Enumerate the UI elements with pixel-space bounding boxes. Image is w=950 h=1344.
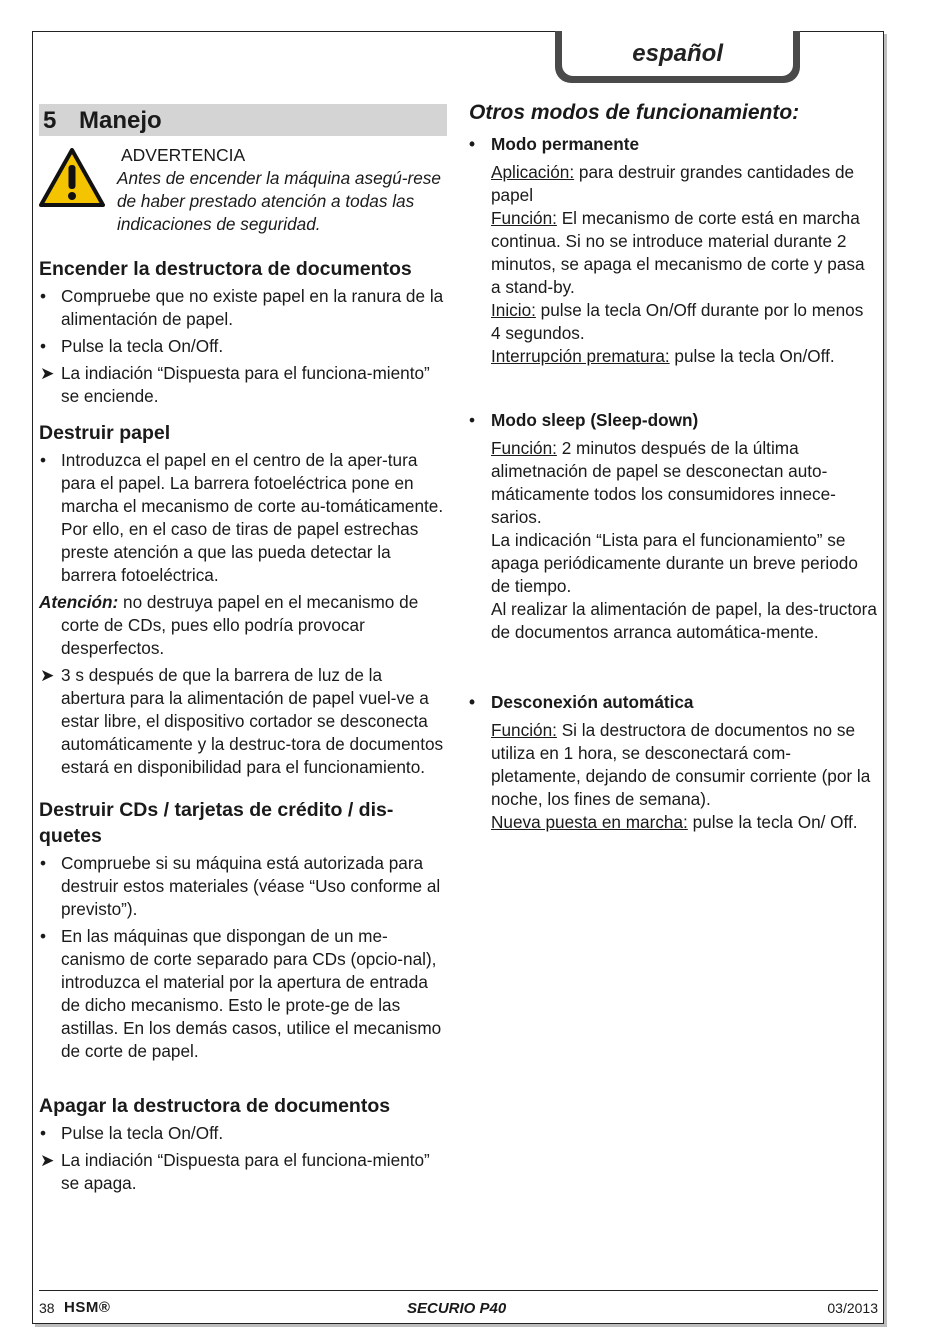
list-item [39, 449, 447, 587]
function-label: Función: [491, 208, 557, 228]
list-item-text: La indiación “Dispuesta para el funciona-miento” se enciende. [61, 363, 430, 406]
arrow-marker-icon: ➤ [40, 1150, 55, 1170]
mode-sleep [469, 409, 877, 644]
bullet-marker: • [40, 336, 47, 356]
switch-off-list [39, 1122, 447, 1195]
list-item [39, 852, 447, 921]
list-item [39, 285, 447, 331]
destroy-paper-result [39, 664, 447, 779]
start-text: pulse la tecla On/Off durante por lo menos 4 segundos. [491, 300, 864, 343]
bullet-marker: • [469, 410, 476, 430]
mode-auto-off [469, 691, 877, 834]
restart-paragraph [491, 811, 877, 834]
application-text: para destruir grandes cantidades de papel [491, 162, 855, 205]
destroy-cds-heading: Destruir CDs / tarjetas de crédito / dis-quetes [39, 799, 394, 847]
attention-label: Atención: [39, 592, 119, 612]
mode-permanent [469, 133, 877, 368]
application-paragraph [491, 161, 877, 207]
section-title: Manejo [79, 106, 162, 134]
list-item-text: Introduzca el papel en el centro de la aper-tura para el papel. La barrera fotoeléctrica pone en marcha el mecanismo de corte au-tomáticamente. Por ello, en el caso de tiras de papel estrechas preste atención a que las pueda detectar la barrera fotoeléctrica. [61, 450, 444, 585]
bullet-marker: • [40, 1123, 47, 1143]
destroy-cds-list [39, 852, 447, 1063]
function-text: Si la destructora de documentos no se utiliza en 1 hora, se desconectará com-pletamente, dejando de consumir corriente (por la noche, los fines de semana). [491, 720, 871, 809]
bullet-marker: • [469, 692, 476, 712]
page-number: 38 [39, 1300, 55, 1316]
bullet-marker: • [40, 286, 47, 306]
function-paragraph [491, 207, 877, 299]
destroy-paper-list [39, 449, 447, 587]
restart-text: pulse la tecla On/ Off. [687, 812, 858, 832]
function-text: 2 minutos después de la última alimetnación de papel se desconectan auto-máticamente todos los consumidores innece-sarios. [491, 438, 836, 527]
destroy-paper-heading: Destruir papel [39, 422, 171, 444]
start-paragraph [491, 299, 877, 345]
bullet-marker: • [469, 134, 476, 154]
switch-on-heading: Encender la destructora de documentos [39, 258, 412, 280]
function-paragraph [491, 719, 877, 811]
arrow-marker-icon: ➤ [40, 363, 55, 383]
switch-on-list [39, 285, 447, 408]
indication-paragraph: La indicación “Lista para el funcionamiento” se apaga periódicamente durante un breve periodo de tiempo. [491, 530, 858, 596]
interruption-label: Interrupción prematura: [491, 346, 670, 366]
section-heading [39, 104, 447, 136]
list-item-text: Pulse la tecla On/Off. [61, 1123, 224, 1143]
list-item [39, 335, 447, 358]
left-column [39, 104, 447, 1199]
edition-date: 03/2013 [827, 1300, 878, 1316]
list-item-text: 3 s después de que la barrera de luz de la abertura para la alimentación de papel vuel-ve a estar libre, el dispositivo cortador se desconecta automáticamente y la destruc-tora de documentos estará en disponibilidad para el funcionamiento. [61, 665, 444, 777]
list-item [39, 362, 447, 408]
application-label: Aplicación: [491, 162, 575, 182]
interruption-paragraph [491, 345, 877, 368]
mode-title: Modo sleep (Sleep-down) [491, 410, 699, 430]
warning-triangle-icon [39, 148, 105, 208]
start-label: Inicio: [491, 300, 536, 320]
warning-title: ADVERTENCIA [121, 145, 246, 165]
warning-box [39, 144, 447, 256]
page-footer [39, 1290, 878, 1321]
attention-note [39, 591, 447, 660]
function-text: El mecanismo de corte está en marcha continua. Si no se introduce material durante 2 minutos, se apaga el mecanismo de corte y pasa a stand-by. [491, 208, 865, 297]
bullet-marker: • [40, 450, 47, 470]
restart-label: Nueva puesta en marcha: [491, 812, 688, 832]
section-number: 5 [43, 106, 57, 134]
list-item [39, 1149, 447, 1195]
switch-off-heading: Apagar la destructora de documentos [39, 1095, 391, 1117]
hsm-logo: HSM® [64, 1299, 111, 1316]
list-item-text: La indiación “Dispuesta para el funciona-miento” se apaga. [61, 1150, 430, 1193]
feed-paragraph: Al realizar la alimentación de papel, la des-tructora de documentos arranca automática-mente. [491, 599, 877, 642]
model-name: SECURIO P40 [407, 1300, 507, 1317]
list-item-text: Pulse la tecla On/Off. [61, 336, 224, 356]
right-column [469, 99, 877, 834]
language-label: español [562, 31, 793, 76]
interruption-text: pulse la tecla On/Off. [669, 346, 835, 366]
list-item-text: Compruebe si su máquina está autorizada para destruir estos materiales (véase “Uso conforme al previsto”). [61, 853, 441, 919]
mode-title: Desconexión automática [491, 692, 694, 712]
arrow-marker-icon: ➤ [40, 665, 55, 685]
mode-title: Modo permanente [491, 134, 640, 154]
bullet-marker: • [40, 926, 47, 946]
list-item [39, 925, 447, 1063]
function-label: Función: [491, 720, 557, 740]
other-modes-heading: Otros modos de funcionamiento: [469, 101, 800, 124]
list-item-text: En las máquinas que dispongan de un me-canismo de corte separado para CDs (opcio-nal), introduzca el material por la apertura de entrada de dicho mecanismo. Esto le prote-ge de las astillas. En los demás casos, utilice el mecanismo de corte de papel. [61, 926, 442, 1061]
attention-text: no destruya papel en el mecanismo de corte de CDs, pues ello podría provocar desperfectos. [61, 592, 419, 658]
warning-text: Antes de encender la máquina asegú-rese de haber prestado atención a todas las indicaciones de seguridad. [117, 168, 441, 234]
list-item [39, 664, 447, 779]
language-tab [555, 31, 800, 83]
function-paragraph [491, 437, 877, 529]
function-label: Función: [491, 438, 557, 458]
list-item [39, 1122, 447, 1145]
list-item-text: Compruebe que no existe papel en la ranura de la alimentación de papel. [61, 286, 444, 329]
bullet-marker: • [40, 853, 47, 873]
